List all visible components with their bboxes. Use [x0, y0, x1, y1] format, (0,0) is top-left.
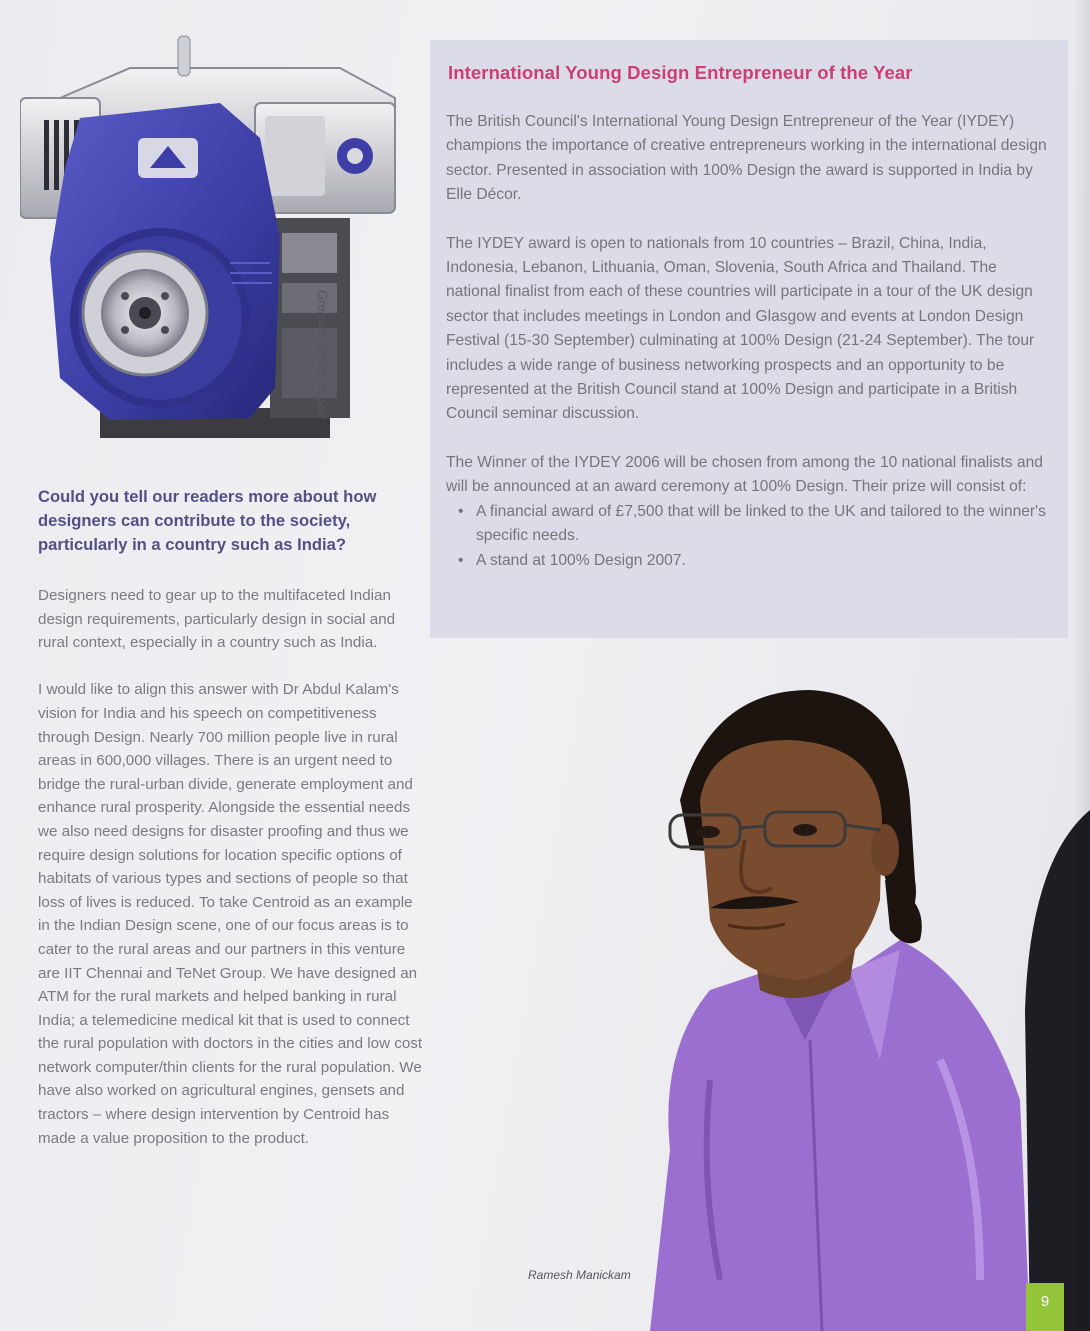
prize-list	[446, 500, 1054, 573]
sidebar-body	[446, 110, 1054, 573]
interview-answer	[38, 584, 423, 1174]
prize-list-item: • A stand at 100% Design 2007.	[476, 549, 1054, 573]
answer-paragraph: I would like to align this answer with Dr Abdul Kalam's vision for India and his speech on competitiveness through Design. Nearly 700 million people live in rural areas in 600,000 villages. There is an urgent need to bridge the rural-urban divide, generate employment and enhance rural prosperity. Alongside the essential needs we also need designs for disaster proofing and thus we require design solutions for location specific options of habitats of various types and sections of people so that loss of lives is reduced. To take Centroid as an example in the Indian Design scene, one of our focus areas is to cater to the rural areas and our partners in this venture are IIT Chennai and TeNet Group. We have designed an ATM for the rural markets and helped banking in rural India; a telemedicine medical kit that is used to connect the rural population with doctors in the cities and low cost network computer/thin clients for the rural population. We have also worked on agricultural engines, gensets and tractors – where design intervention by Centroid has made a value proposition to the product.	[38, 681, 423, 1147]
engine-caption: Greaves diesel engine	[315, 290, 330, 420]
portrait-illustration	[560, 680, 1090, 1331]
diesel-engine-illustration	[20, 28, 410, 448]
portrait-photo	[560, 680, 1090, 1331]
prize-list-item: • A financial award of £7,500 that will be linked to the UK and tailored to the winner's specific needs.	[476, 500, 1054, 549]
page-number: 9	[1040, 1293, 1050, 1310]
page-shadow	[1072, 0, 1090, 1331]
sidebar-paragraph: The IYDEY award is open to nationals from 10 countries – Brazil, China, India, Indonesia, Lebanon, Lithuania, Oman, Slovenia, South Africa and Thailand. The national finalist from each of these countries will participate in a tour of the UK design sector that includes meetings in London and Glasgow and events at London Design Festival (15-30 September) culminating at 100% Design (21-24 September). The tour includes a wide range of business networking prospects and an opportunity to be represented at the British Council stand at 100% Design and participate in a British Council seminar discussion.	[446, 234, 1035, 423]
engine-image	[20, 28, 410, 448]
portrait-caption: Ramesh Manickam	[528, 1268, 631, 1282]
interview-question: Could you tell our readers more about how designers can contribute to the society, particularly in a country such as India?	[38, 487, 377, 554]
sidebar-paragraph: The British Council's International Young Design Entrepreneur of the Year (IYDEY) champions the importance of creative entrepreneurs working in the international design sector. Presented in association with 100% Design the award is supported in India by Elle Décor.	[446, 113, 1047, 204]
answer-paragraph: Designers need to gear up to the multifaceted Indian design requirements, particularly design in social and rural context, especially in a country such as India.	[38, 587, 396, 652]
page-number-badge	[1026, 1283, 1064, 1331]
sidebar-paragraph: The Winner of the IYDEY 2006 will be chosen from among the 10 national finalists and will be announced at an award ceremony at 100% Design. Their prize will consist of:	[446, 453, 1043, 496]
sidebar-title: International Young Design Entrepreneur of the Year	[448, 62, 913, 83]
iydey-sidebar	[430, 40, 1068, 638]
